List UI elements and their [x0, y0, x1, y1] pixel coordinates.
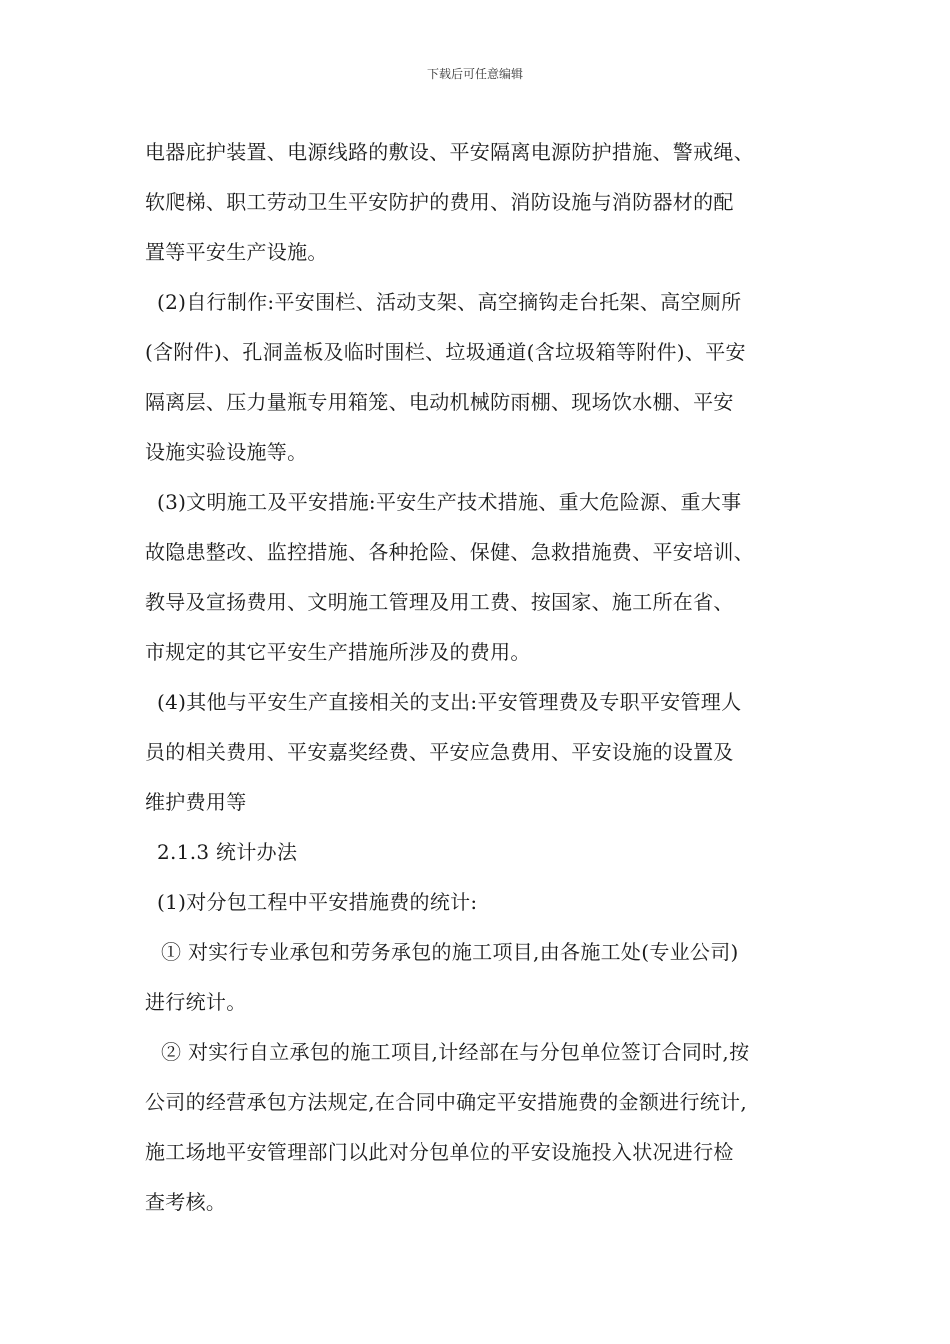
text-line: 查考核。: [145, 1190, 227, 1214]
page-header: 下载后可任意编辑: [426, 67, 523, 81]
text-line: (含附件)、孔洞盖板及临时围栏、垃圾通道(含垃圾箱等附件)、平安: [145, 340, 746, 364]
text-line: (1)对分包工程中平安措施费的统计:: [157, 890, 478, 914]
text-line: 故隐患整改、监控措施、各种抢险、保健、急救措施费、平安培训、: [145, 540, 754, 564]
text-line: 教导及宣扬费用、文明施工管理及用工费、按国家、施工所在省、: [145, 590, 734, 614]
text-line: 公司的经营承包方法规定,在合同中确定平安措施费的金额进行统计,: [145, 1090, 748, 1114]
text-line: ② 对实行自立承包的施工项目,计经部在与分包单位签订合同时,按: [161, 1040, 750, 1064]
text-line: 电器庇护装置、电源线路的敷设、平安隔离电源防护措施、警戒绳、: [145, 140, 754, 164]
text-line: 施工场地平安管理部门以此对分包单位的平安设施投入状况进行检: [145, 1140, 734, 1164]
text-line: 进行统计。: [145, 990, 247, 1014]
text-line: (3)文明施工及平安措施:平安生产技术措施、重大危险源、重大事: [157, 490, 742, 514]
text-line: 维护费用等: [145, 790, 247, 814]
text-line: 隔离层、压力量瓶专用箱笼、电动机械防雨棚、现场饮水棚、平安: [145, 390, 734, 414]
text-line: 市规定的其它平安生产措施所涉及的费用。: [145, 640, 531, 664]
text-line: 员的相关费用、平安嘉奖经费、平安应急费用、平安设施的设置及: [145, 740, 734, 764]
text-line: 软爬梯、职工劳动卫生平安防护的费用、消防设施与消防器材的配: [145, 190, 734, 214]
text-line: 设施实验设施等。: [145, 440, 308, 464]
text-line: (4)其他与平安生产直接相关的支出:平安管理费及专职平安管理人: [157, 690, 742, 714]
text-line: (2)自行制作:平安围栏、活动支架、高空摘钩走台托架、高空厕所: [157, 290, 742, 314]
body-text: [145, 127, 835, 1227]
text-line: 2.1.3 统计办法: [157, 840, 298, 864]
text-line: ① 对实行专业承包和劳务承包的施工项目,由各施工处(专业公司): [161, 940, 739, 964]
text-line: 置等平安生产设施。: [145, 240, 328, 264]
